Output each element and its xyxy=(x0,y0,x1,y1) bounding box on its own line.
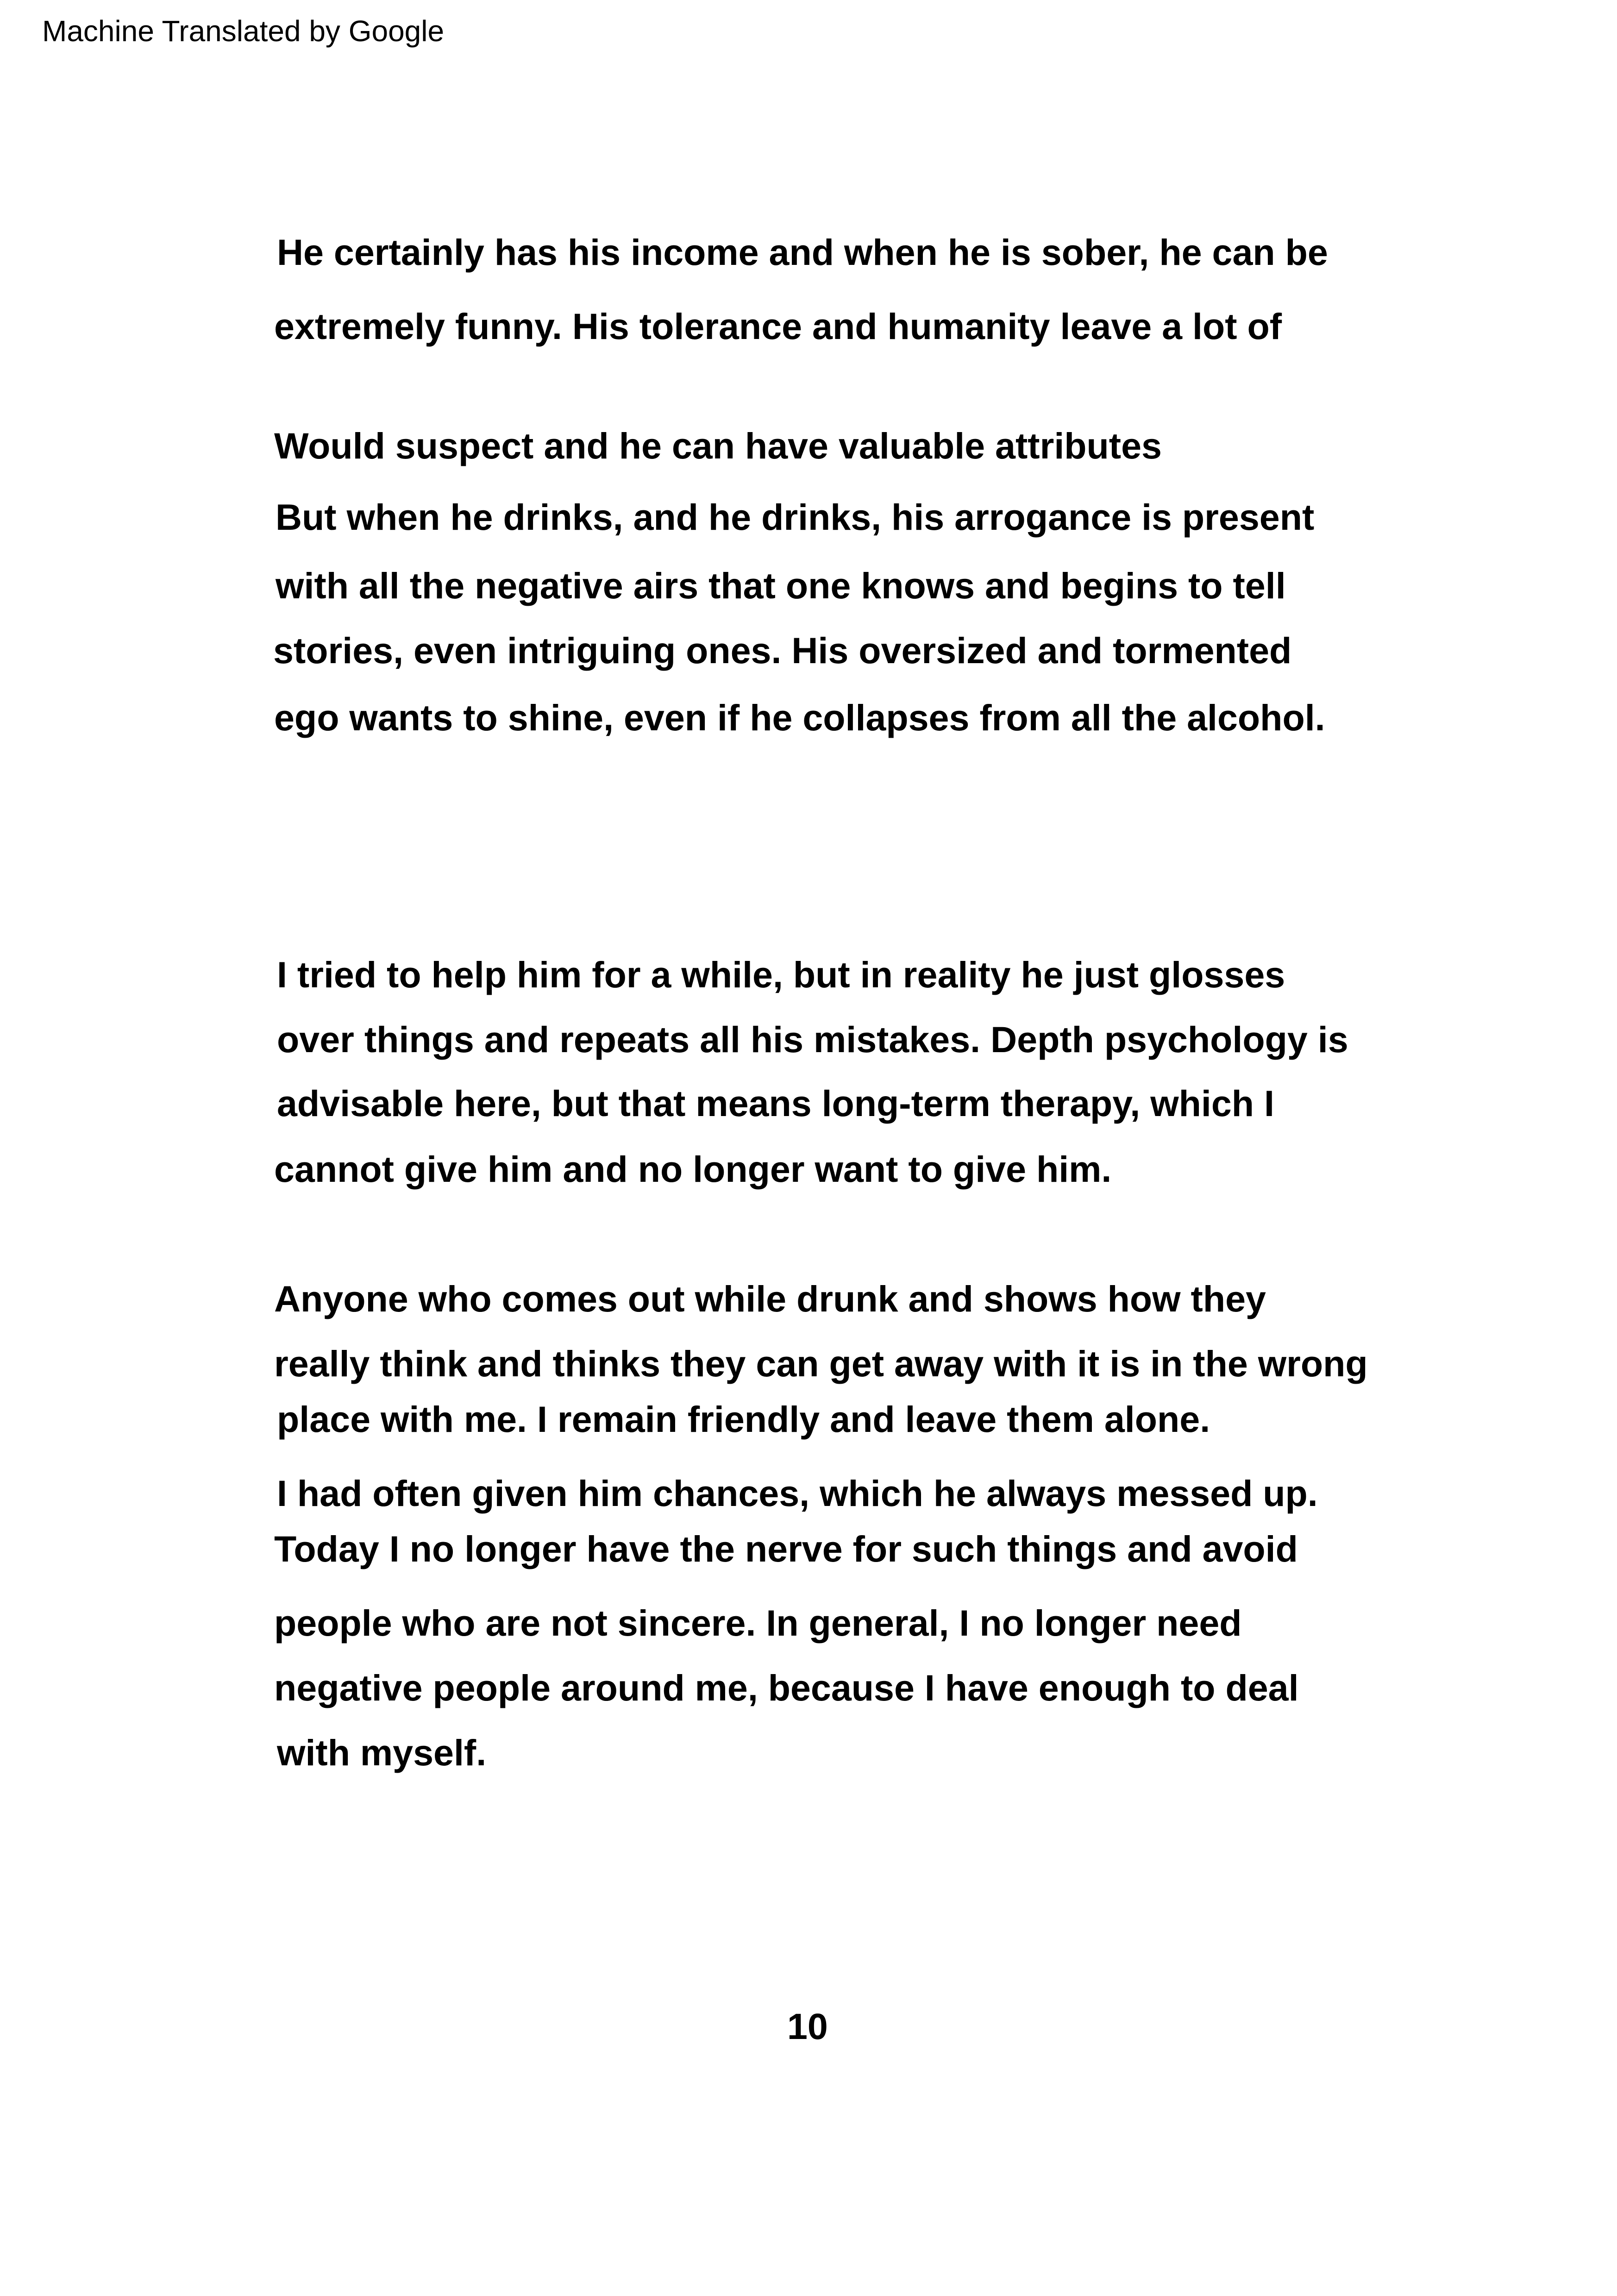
page-number: 10 xyxy=(787,2006,828,2047)
text-line: cannot give him and no longer want to give him. xyxy=(274,1148,1112,1190)
text-line: stories, even intriguing ones. His oversized and tormented xyxy=(273,630,1292,671)
text-line: extremely funny. His tolerance and humanity leave a lot of xyxy=(274,306,1282,347)
text-line: Anyone who comes out while drunk and shows how they xyxy=(274,1278,1266,1319)
text-line: really think and thinks they can get away with it is in the wrong xyxy=(274,1343,1368,1384)
text-line: over things and repeats all his mistakes. Depth psychology is xyxy=(277,1019,1348,1060)
translation-banner: Machine Translated by Google xyxy=(42,14,445,48)
text-line: with all the negative airs that one knows and begins to tell xyxy=(276,565,1286,606)
text-line: ego wants to shine, even if he collapses from all the alcohol. xyxy=(274,697,1325,738)
text-line: But when he drinks, and he drinks, his arrogance is present xyxy=(276,496,1315,538)
text-line: Today I no longer have the nerve for such things and avoid xyxy=(274,1528,1298,1569)
text-line: place with me. I remain friendly and leave them alone. xyxy=(277,1399,1210,1440)
text-line: negative people around me, because I have enough to deal xyxy=(274,1667,1299,1708)
text-line: advisable here, but that means long-term therapy, which I xyxy=(277,1083,1274,1124)
text-line: I tried to help him for a while, but in reality he just glosses xyxy=(277,954,1285,995)
text-line: He certainly has his income and when he is sober, he can be xyxy=(277,232,1328,273)
text-line: people who are not sincere. In general, I no longer need xyxy=(274,1602,1242,1644)
text-line: Would suspect and he can have valuable attributes xyxy=(274,425,1162,466)
text-line: with myself. xyxy=(277,1732,487,1773)
text-line: I had often given him chances, which he always messed up. xyxy=(277,1473,1318,1514)
